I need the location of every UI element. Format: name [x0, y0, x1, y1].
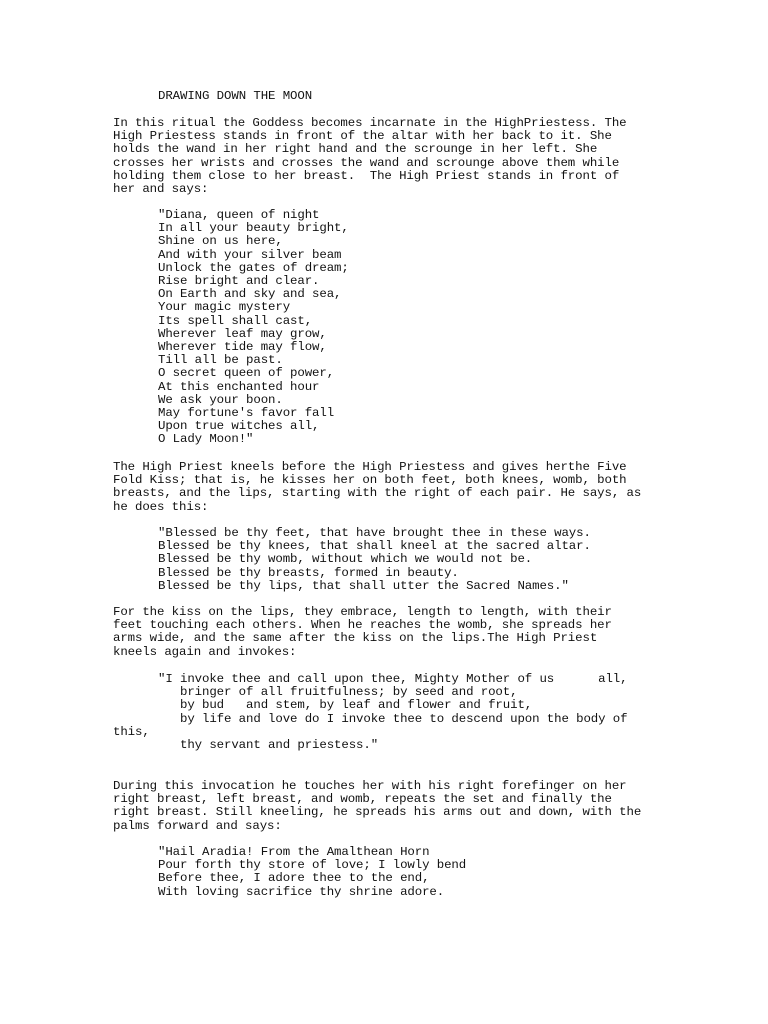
paragraph-embrace: kneels again and invokes:	[113, 644, 297, 659]
poem-line: May fortune's favor fall	[158, 406, 335, 420]
invocation-line: bringer of all fruitfulness; by seed and root,	[180, 685, 518, 700]
poem-line: Till all be past.	[158, 353, 283, 368]
paragraph-intro: High Priestess stands in front of the altar with her back to it. She	[113, 129, 612, 144]
blessing-line: Blessed be thy womb, without which we would not be.	[158, 552, 533, 567]
invocation-line: by life and love do I invoke thee to descend upon the body of	[180, 711, 628, 726]
poem-line: Shine on us here,	[158, 234, 283, 249]
hail-line: "Hail Aradia! From the Amalthean Horn	[158, 845, 430, 859]
paragraph-touching: During this invocation he touches her with his right forefinger on her	[113, 779, 627, 793]
poem-line: In all your beauty bright,	[158, 221, 349, 236]
poem-line: Wherever leaf may grow,	[158, 326, 327, 341]
poem-line: Unlock the gates of dream;	[158, 260, 349, 275]
blessing-line: Blessed be thy knees, that shall kneel at the sacred altar.	[158, 539, 591, 554]
poem-line: At this enchanted hour	[158, 379, 320, 394]
poem-line: O secret queen of power,	[158, 366, 335, 381]
poem-line: Wherever tide may flow,	[158, 340, 327, 354]
poem-line: Rise bright and clear.	[158, 274, 320, 288]
page-title: DRAWING DOWN THE MOON	[158, 89, 313, 103]
paragraph-touching: right breast. Still kneeling, he spreads his arms out and down, with the	[113, 805, 642, 820]
poem-line: Its spell shall cast,	[158, 313, 313, 328]
poem-line: Your magic mystery	[158, 300, 291, 315]
invocation-line: by bud and stem, by leaf and flower and fruit,	[180, 698, 533, 713]
hail-line: Before thee, I adore thee to the end,	[158, 871, 430, 886]
paragraph-intro: her and says:	[113, 182, 209, 196]
blessing-line: Blessed be thy lips, that shall utter the Sacred Names."	[158, 578, 569, 593]
paragraph-five-fold-kiss: he does this:	[113, 499, 209, 514]
paragraph-touching: right breast, left breast, and womb, repeats the set and finally the	[113, 792, 612, 807]
poem-line: On Earth and sky and sea,	[158, 287, 342, 302]
hail-line: With loving sacrifice thy shrine adore.	[158, 884, 445, 899]
invocation-line: this,	[113, 724, 150, 739]
invocation-line: "I invoke thee and call upon thee, Mighty Mother of us all,	[158, 672, 628, 686]
poem-line: Upon true witches all,	[158, 419, 320, 434]
blessing-line: "Blessed be thy feet, that have brought thee in these ways.	[158, 526, 591, 540]
paragraph-five-fold-kiss: The High Priest kneels before the High Priestess and gives herthe Five	[113, 460, 627, 474]
paragraph-intro: In this ritual the Goddess becomes incarnate in the HighPriestess. The	[113, 116, 627, 130]
paragraph-intro: crosses her wrists and crosses the wand and scrounge above them while	[113, 155, 620, 170]
paragraph-intro: holding them close to her breast. The High Priest stands in front of	[113, 168, 620, 183]
poem-line: And with your silver beam	[158, 247, 342, 262]
paragraph-touching: palms forward and says:	[113, 818, 282, 833]
paragraph-five-fold-kiss: Fold Kiss; that is, he kisses her on both feet, both knees, womb, both	[113, 473, 627, 488]
paragraph-embrace: For the kiss on the lips, they embrace, length to length, with their	[113, 605, 612, 619]
hail-line: Pour forth thy store of love; I lowly bend	[158, 858, 467, 873]
paragraph-five-fold-kiss: breasts, and the lips, starting with the right of each pair. He says, as	[113, 486, 642, 501]
paragraph-intro: holds the wand in her right hand and the scrounge in her left. She	[113, 142, 598, 157]
poem-line: O Lady Moon!"	[158, 432, 254, 447]
poem-line: "Diana, queen of night	[158, 208, 320, 222]
blessing-line: Blessed be thy breasts, formed in beauty.	[158, 565, 459, 580]
paragraph-embrace: arms wide, and the same after the kiss on the lips.The High Priest	[113, 631, 598, 646]
paragraph-embrace: feet touching each others. When he reaches the womb, she spreads her	[113, 618, 612, 633]
invocation-line: thy servant and priestess."	[180, 738, 379, 752]
poem-line: We ask your boon.	[158, 392, 283, 407]
